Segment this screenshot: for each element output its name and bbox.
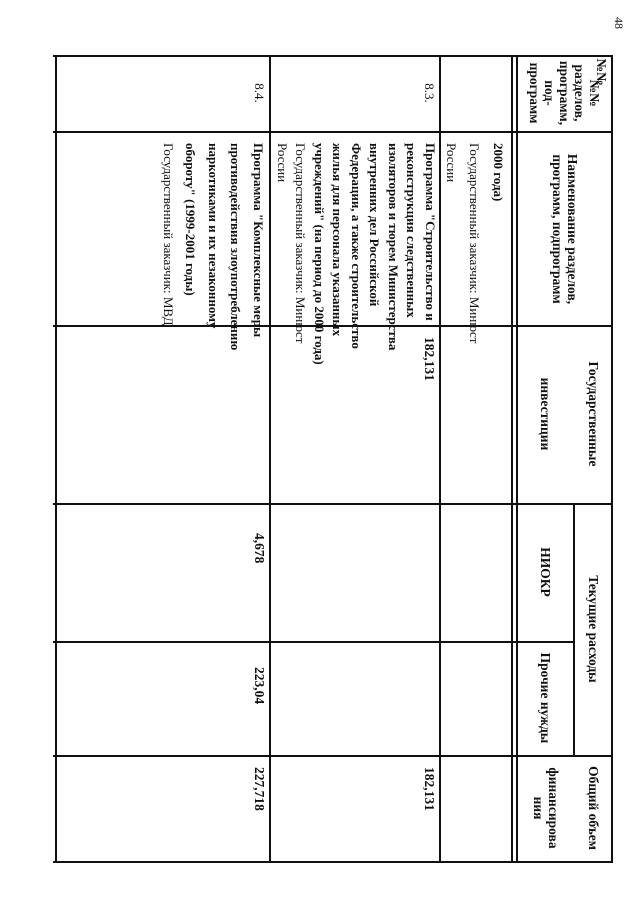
table-border-right <box>53 861 613 863</box>
header-num-line-1: №№ <box>594 58 609 86</box>
row-3-plain-line-1: Государственный заказчик: МВД <box>161 143 176 326</box>
row-1-bold-line-1: 2000 года) <box>491 143 506 202</box>
header-bottom-line-2 <box>511 55 513 863</box>
header-name-label: Наименование разделов, программ, подпрограмм <box>550 153 580 305</box>
header-current-cell <box>577 505 611 753</box>
header-total-label: Общий объем <box>586 766 602 850</box>
row-2-bold-line-5: Федерации, а также строительство <box>349 143 364 349</box>
row-2-bold-line-1: Программа "Строительство и <box>423 143 438 321</box>
header-num-line-5: программ <box>527 62 543 124</box>
table-row-2-num: 8.3. <box>422 83 437 103</box>
header-gov-label: Государственные <box>586 361 602 467</box>
header-gov-sub-cell <box>519 327 573 501</box>
row-divider-2 <box>269 55 271 863</box>
table-row-2-gov: 182,131 <box>422 337 437 381</box>
header-niokr-cell <box>519 505 573 639</box>
row-2-bold-line-6: жилья для персонала указанных <box>330 143 346 337</box>
header-num-line-4: под- <box>542 80 558 106</box>
header-num-cell <box>519 57 611 129</box>
table-row-1-name <box>442 135 510 344</box>
header-niokr-label: НИОКР <box>538 547 554 597</box>
header-other-label: Прочие нужды <box>538 652 554 744</box>
row-2-plain-line-2: России <box>275 143 290 183</box>
row-2-bold-line-4: внутренних дел Российской <box>367 143 383 307</box>
row-3-bold-line-2: противодействия злоупотреблению <box>228 143 244 351</box>
col-divider-num <box>53 131 613 133</box>
col-divider-niokr <box>53 641 575 643</box>
header-bottom-line <box>516 55 518 863</box>
row-2-bold-line-2: реконструкция следственных <box>404 143 420 318</box>
header-gov-cell <box>577 327 611 501</box>
table-row-3-num: 8.4. <box>252 83 267 103</box>
row-3-bold-line-3: наркотиками и их незаконному <box>206 143 221 329</box>
row-3-bold-line-1: Программа "Комплексные меры <box>251 143 266 338</box>
financing-table <box>53 55 613 862</box>
header-total-sub-cell <box>519 757 573 859</box>
row-1-plain-line-1: Государственный заказчик: Минюст <box>467 143 483 344</box>
table-row-3-other: 223,04 <box>252 667 267 705</box>
rotated-page <box>53 55 613 862</box>
header-num-line-2: разделов, <box>572 64 588 122</box>
header-current-label: Текущие расходы <box>586 575 602 683</box>
header-num-line-3: программ, <box>557 60 573 126</box>
current-subheader-line <box>573 503 575 755</box>
row-2-bold-line-7: учреждений" (на период до 2000 года) <box>312 143 327 365</box>
table-row-3-total: 227,718 <box>252 767 267 811</box>
table-border-bottom <box>55 55 57 863</box>
page-number: 48 <box>612 17 626 29</box>
row-2-plain-line-1: Государственный заказчик: Минюст <box>293 143 309 344</box>
table-row-3-niokr: 4,678 <box>252 533 267 564</box>
table-border-top <box>611 55 613 863</box>
header-total-sub-label: финансирова ния <box>531 767 561 849</box>
row-2-bold-line-3: изоляторов и тюрем Министерства <box>386 143 401 351</box>
header-other-cell <box>519 643 573 753</box>
row-1-plain-line-2: России <box>444 143 459 183</box>
table-row-2-total: 182,131 <box>422 767 437 811</box>
row-3-bold-line-4: обороту" (1999-2001 годы) <box>183 143 199 296</box>
header-name-cell <box>519 135 611 323</box>
header-num-line-1b: №№ <box>587 79 603 107</box>
table-row-3-name <box>59 135 269 351</box>
header-total-cell <box>577 757 611 859</box>
header-gov-sub-label: инвестиции <box>538 377 554 451</box>
